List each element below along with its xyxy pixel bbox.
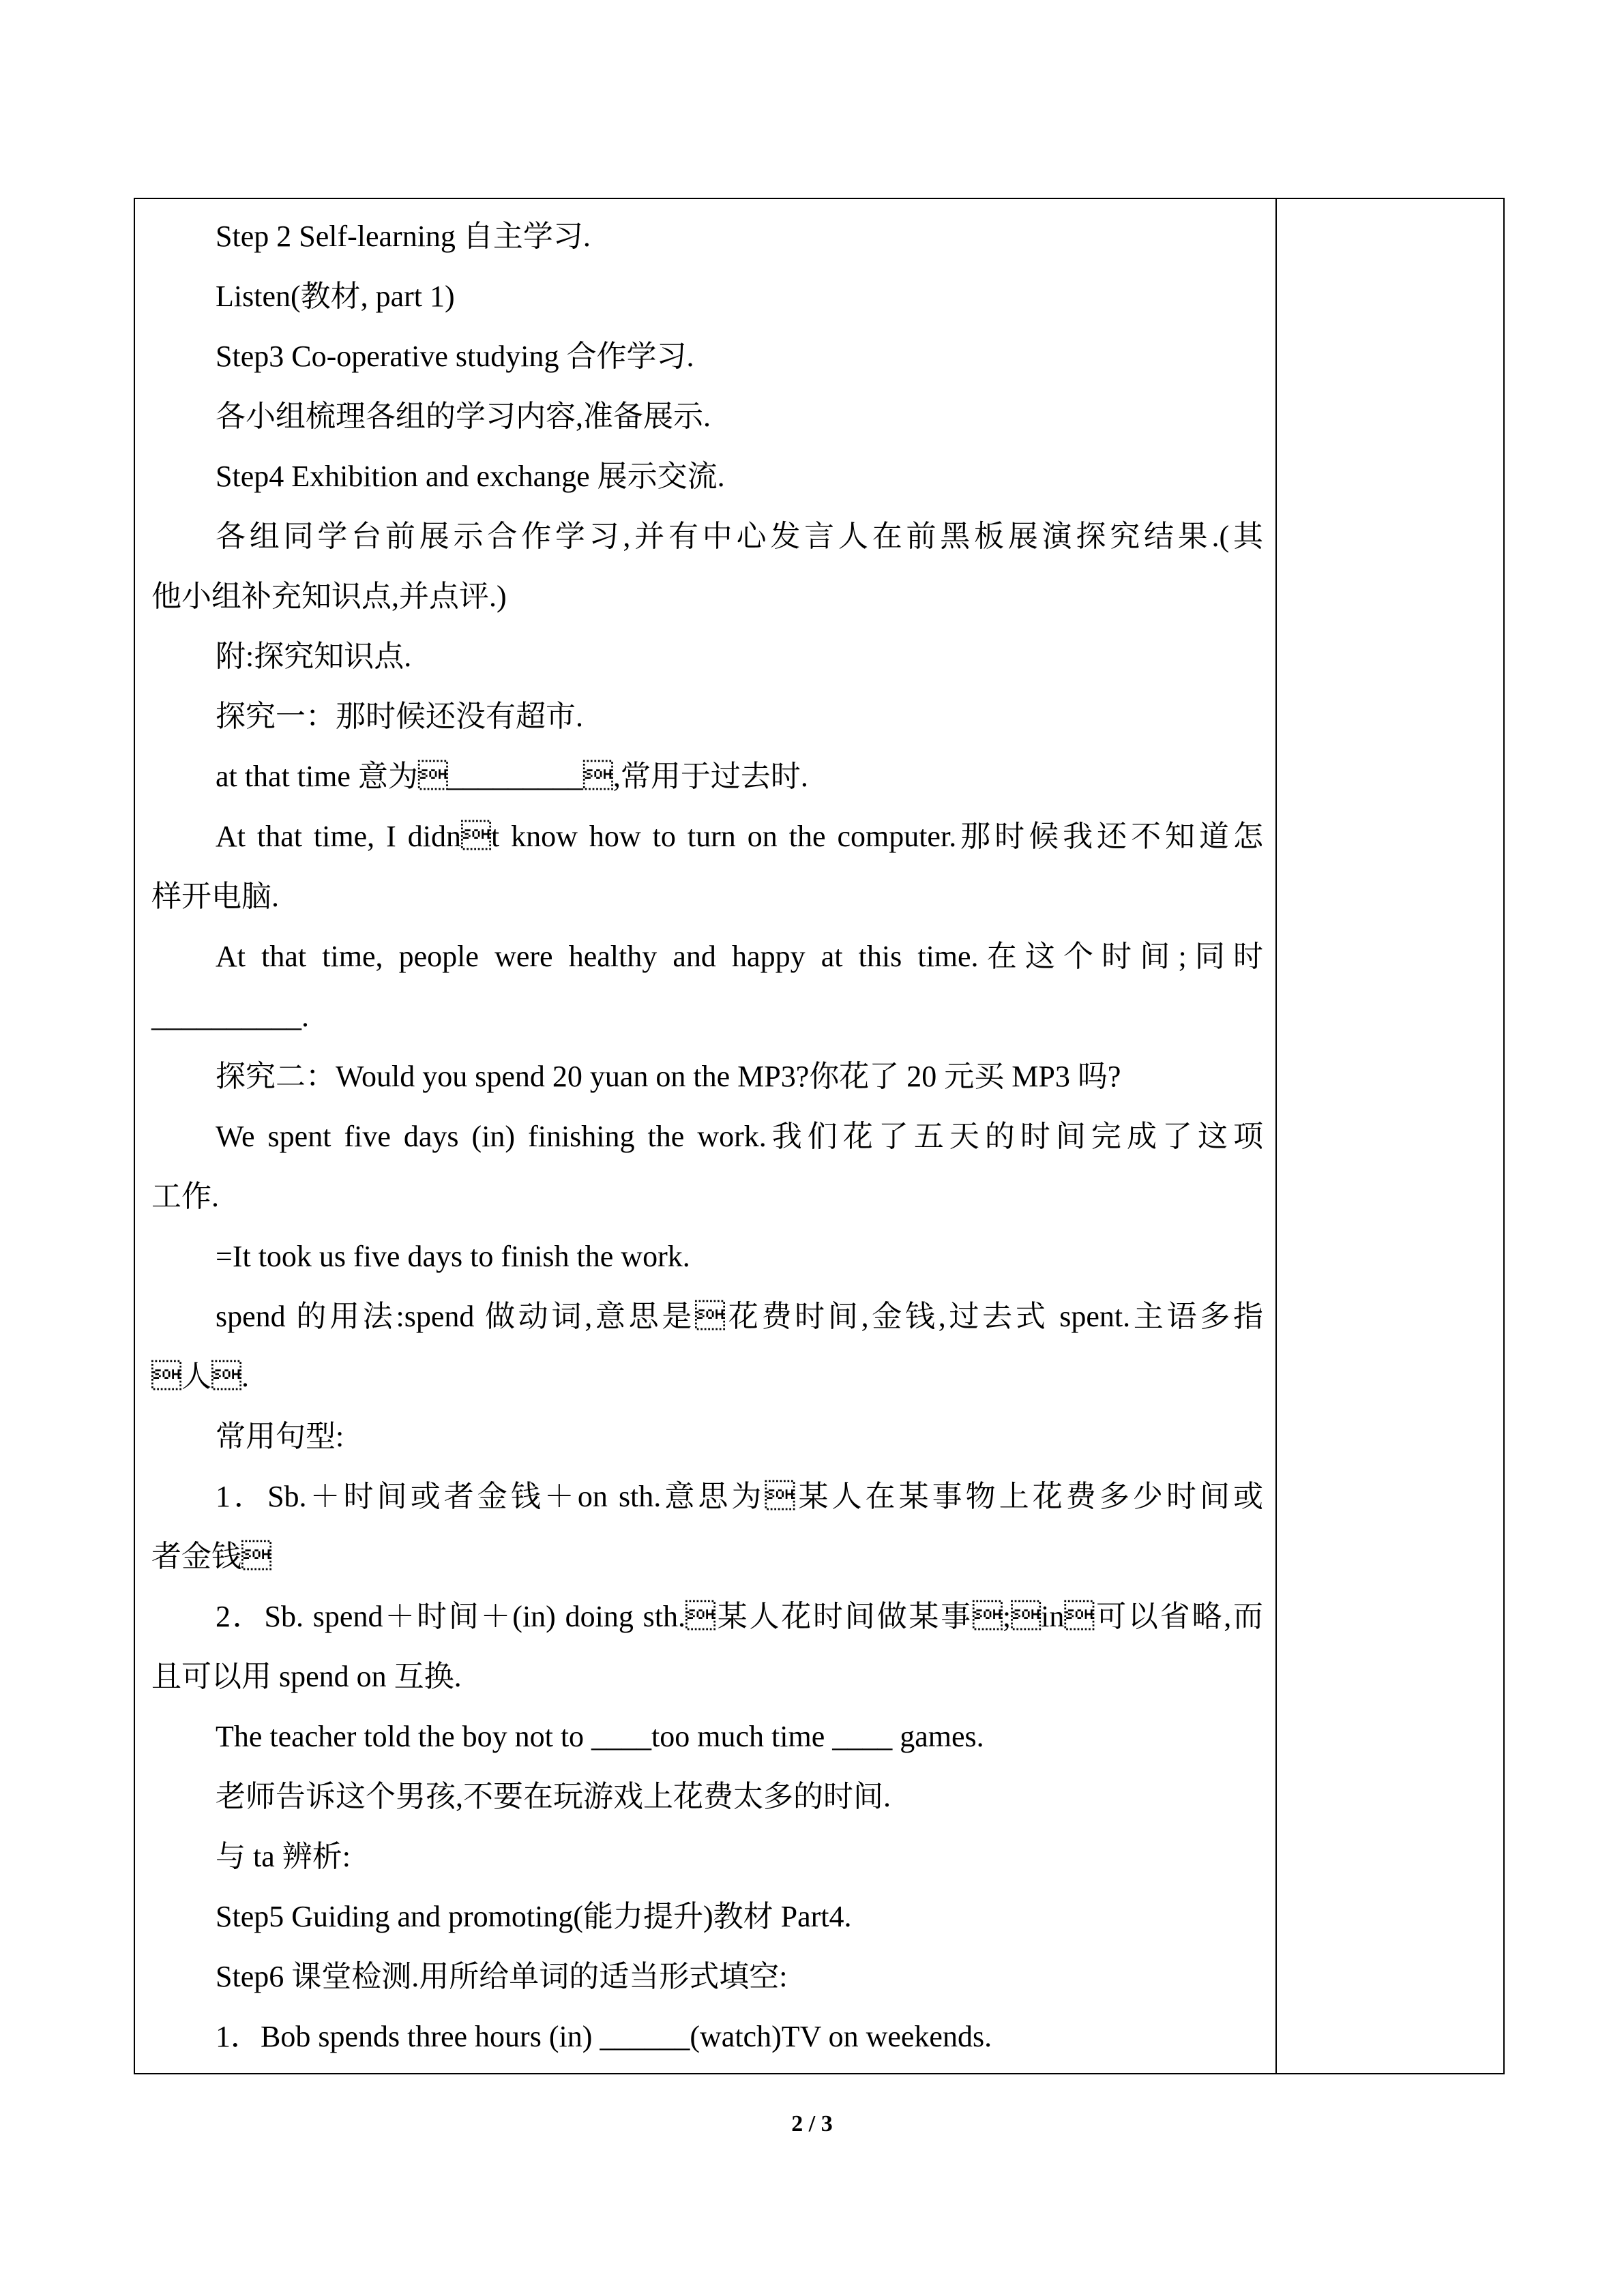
text-line: 老师告诉这个男孩,不要在玩游戏上花费太多的时间. xyxy=(216,1780,891,1813)
text-line: 1．Bob spends three hours (in) ______(watch)TV on weekends. xyxy=(216,2020,992,2053)
text-line: Step4 Exhibition and exchange 展示交流. xyxy=(216,460,725,493)
text-line: 2．Sb. spend＋时间＋(in) doing sth.某人花时间做某事;in可以省略,而 xyxy=(216,1600,1263,1633)
text-line: 常用句型: xyxy=(216,1420,344,1453)
text-line: Step6 课堂检测.用所给单词的适当形式填空: xyxy=(216,1960,788,1993)
text-line: Step3 Co-operative studying 合作学习. xyxy=(216,340,694,373)
text-line: Step 2 Self-learning 自主学习. xyxy=(216,220,591,253)
text-line: 人. xyxy=(151,1360,249,1393)
text-line: 工作. xyxy=(151,1180,219,1213)
text-line: At that time, people were healthy and happy at this time.在这个时间;同时 xyxy=(216,940,1263,973)
text-line: 附:探究知识点. xyxy=(216,640,412,673)
text-line: Listen(教材, part 1) xyxy=(216,280,455,313)
text-line: =It took us five days to finish the work. xyxy=(216,1240,690,1273)
text-line: 探究一：那时候还没有超市. xyxy=(216,700,583,733)
text-line: At that time, I didnt know how to turn on the computer.那时候我还不知道怎 xyxy=(216,820,1263,853)
text-line: 样开电脑. xyxy=(151,880,279,913)
lesson-table xyxy=(134,198,1505,2074)
text-line: Step5 Guiding and promoting(能力提升)教材 Part4. xyxy=(216,1900,852,1933)
page-number: 2 / 3 xyxy=(791,2111,833,2136)
text-line: We spent five days (in) finishing the work.我们花了五天的时间完成了这项 xyxy=(216,1120,1263,1153)
column-divider xyxy=(1275,199,1277,2073)
text-line: __________. xyxy=(151,1000,309,1033)
text-line: 他小组补充知识点,并点评.) xyxy=(151,580,507,613)
text-line: 各小组梳理各组的学习内容,准备展示. xyxy=(216,400,711,433)
text-line: 1．Sb.＋时间或者金钱＋on sth.意思为某人在某事物上花费多少时间或 xyxy=(216,1480,1263,1513)
text-line: 且可以用 spend on 互换. xyxy=(151,1660,462,1693)
text-line: 与 ta 辨析: xyxy=(216,1840,351,1873)
text-line: at that time 意为_________,常用于过去时. xyxy=(216,760,808,793)
text-line: The teacher told the boy not to ____too much time ____ games. xyxy=(216,1720,984,1753)
text-line: 各组同学台前展示合作学习,并有中心发言人在前黑板展演探究结果.(其 xyxy=(216,520,1263,553)
text-line: 者金钱 xyxy=(151,1540,271,1573)
text-line: spend 的用法:spend 做动词,意思是花费时间,金钱,过去式 spent.主语多指 xyxy=(216,1300,1263,1333)
text-line: 探究二：Would you spend 20 yuan on the MP3?你花了 20 元买 MP3 吗? xyxy=(216,1060,1121,1093)
